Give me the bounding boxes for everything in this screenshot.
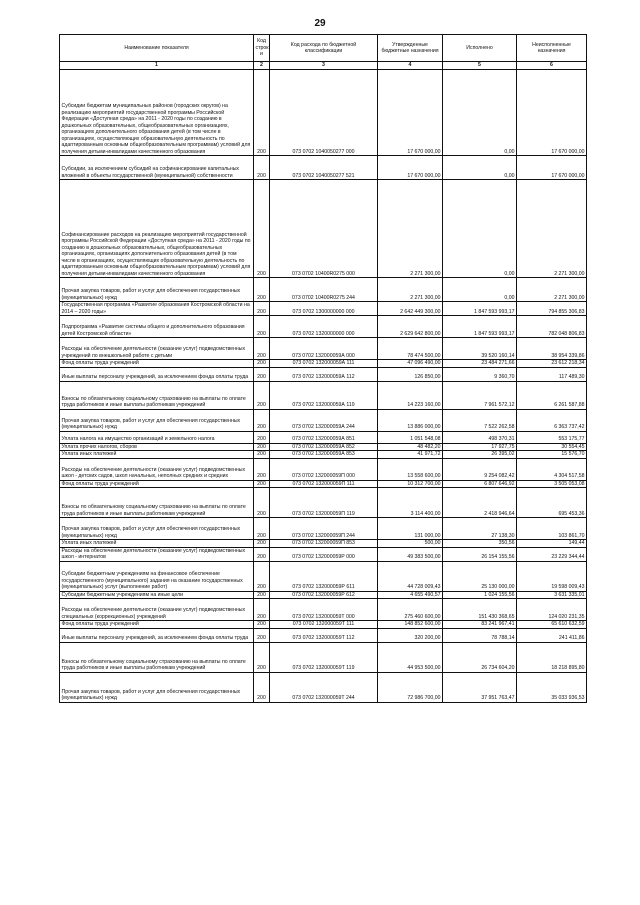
row-unexecuted: 3 631 335,01 xyxy=(517,591,587,599)
row-executed: 9 254 082,42 xyxy=(443,458,517,480)
table-row xyxy=(60,458,587,480)
row-name: Подпрограмма «Развитие системы общего и дополнительного образования детей Костромской области» xyxy=(60,316,254,338)
row-budget-code: 073 0702 132000059П 853 xyxy=(270,540,378,548)
row-approved: 13 886 000,00 xyxy=(378,409,443,431)
row-line-code: 200 xyxy=(254,591,270,599)
table-header-row xyxy=(60,35,587,62)
row-line-code: 200 xyxy=(254,443,270,451)
header-name: Наименование показателя xyxy=(60,35,254,62)
row-line-code: 200 xyxy=(254,431,270,443)
row-approved: 500,00 xyxy=(378,540,443,548)
row-executed: 2 418 946,64 xyxy=(443,488,517,518)
row-executed: 83 241 967,41 xyxy=(443,621,517,629)
page-number: 29 xyxy=(314,18,326,29)
row-approved: 131 000,00 xyxy=(378,518,443,540)
row-approved: 72 986 700,00 xyxy=(378,672,443,702)
row-unexecuted: 23 612 218,34 xyxy=(517,360,587,368)
row-executed: 26 154 155,56 xyxy=(443,547,517,561)
row-unexecuted: 6 363 737,42 xyxy=(517,409,587,431)
row-name: Субсидии бюджетам муниципальных районов (городских округов) на реализацию мероприятий государственной программы Российской Федерации «Доступная среда» на 2011 - 2020 годы по созданию в дошкольных образовательных, общеобразовательных организациях, организациях дополнительного образования детей (в том числе в организациях, осуществляющих образовательную деятельность по адаптированным основным общеобразовательным программам) условий для получения детьми-инвалидами качественного образования xyxy=(60,70,254,156)
row-budget-code: 073 0702 132000059А 112 xyxy=(270,367,378,381)
row-unexecuted: 782 048 806,83 xyxy=(517,316,587,338)
row-name: Субсидии бюджетным учреждениям на иные цели xyxy=(60,591,254,599)
row-executed: 0,00 xyxy=(443,156,517,180)
row-unexecuted: 23 229 344,44 xyxy=(517,547,587,561)
row-name: Расходы на обеспечение деятельности (оказание услуг) подведомственных школ - интернатов xyxy=(60,547,254,561)
row-name: Иные выплаты персоналу учреждений, за исключением фонда оплаты труда xyxy=(60,367,254,381)
table-row xyxy=(60,156,587,180)
row-line-code: 200 xyxy=(254,278,270,302)
row-line-code: 200 xyxy=(254,381,270,409)
table-row xyxy=(60,451,587,459)
row-budget-code: 073 0702 132000059А 111 xyxy=(270,360,378,368)
table-row xyxy=(60,381,587,409)
row-line-code: 200 xyxy=(254,316,270,338)
row-unexecuted: 35 033 936,53 xyxy=(517,672,587,702)
table-row xyxy=(60,621,587,629)
row-line-code: 200 xyxy=(254,156,270,180)
row-unexecuted: 2 271 300,00 xyxy=(517,278,587,302)
row-line-code: 200 xyxy=(254,480,270,488)
row-executed: 1 847 593 993,17 xyxy=(443,316,517,338)
row-name: Взносы по обязательному социальному страхованию на выплаты по оплате труда работников и иные выплаты работникам учреждений xyxy=(60,488,254,518)
table-row xyxy=(60,360,587,368)
row-budget-code: 073 0702 132000059П 119 xyxy=(270,488,378,518)
header-unexecuted: Неисполненные назначения xyxy=(517,35,587,62)
row-approved: 41 971,72 xyxy=(378,451,443,459)
row-unexecuted: 4 304 517,58 xyxy=(517,458,587,480)
row-line-code: 200 xyxy=(254,642,270,672)
column-number-row xyxy=(60,62,587,70)
row-line-code: 200 xyxy=(254,338,270,360)
row-line-code: 200 xyxy=(254,628,270,642)
row-budget-code: 073 0702 132000059А 000 xyxy=(270,338,378,360)
row-budget-code: 073 0702 132000059П 111 xyxy=(270,480,378,488)
row-line-code: 200 xyxy=(254,409,270,431)
column-number: 5 xyxy=(443,62,517,70)
row-budget-code: 073 0702 10400R0275 244 xyxy=(270,278,378,302)
row-executed: 0,00 xyxy=(443,180,517,278)
row-approved: 148 852 600,00 xyxy=(378,621,443,629)
row-line-code: 200 xyxy=(254,547,270,561)
row-budget-code: 073 0702 132000059А 852 xyxy=(270,443,378,451)
row-unexecuted: 553 175,77 xyxy=(517,431,587,443)
table-row xyxy=(60,180,587,278)
row-approved: 10 312 700,00 xyxy=(378,480,443,488)
table-row xyxy=(60,443,587,451)
row-approved: 2 271 300,00 xyxy=(378,278,443,302)
row-approved: 320 200,00 xyxy=(378,628,443,642)
row-name: Прочая закупка товаров, работ и услуг для обеспечения государственных (муниципальных) нужд xyxy=(60,518,254,540)
table-body xyxy=(60,70,587,703)
column-number: 1 xyxy=(60,62,254,70)
row-approved: 47 096 490,00 xyxy=(378,360,443,368)
table-row xyxy=(60,672,587,702)
row-line-code: 200 xyxy=(254,302,270,316)
table-row xyxy=(60,367,587,381)
row-name: Прочая закупка товаров, работ и услуг для обеспечения государственных (муниципальных) нужд xyxy=(60,278,254,302)
row-name: Уплата прочих налогов, сборов xyxy=(60,443,254,451)
row-executed: 1 024 155,56 xyxy=(443,591,517,599)
row-unexecuted: 15 576,70 xyxy=(517,451,587,459)
row-executed: 350,56 xyxy=(443,540,517,548)
row-executed: 39 520 160,14 xyxy=(443,338,517,360)
row-budget-code: 073 0702 132000059Р 612 xyxy=(270,591,378,599)
row-unexecuted: 149,44 xyxy=(517,540,587,548)
row-budget-code: 073 0702 132000059Р 611 xyxy=(270,561,378,591)
row-name: Фонд оплаты труда учреждений xyxy=(60,480,254,488)
column-number: 4 xyxy=(378,62,443,70)
row-name: Расходы на обеспечение деятельности (оказание услуг) подведомственных учреждений по внешкольной работе с детьми xyxy=(60,338,254,360)
row-approved: 14 223 160,00 xyxy=(378,381,443,409)
row-unexecuted: 2 271 300,00 xyxy=(517,180,587,278)
table-row xyxy=(60,599,587,621)
table-row xyxy=(60,547,587,561)
row-name: Уплата налога на имущество организаций и земельного налога xyxy=(60,431,254,443)
row-unexecuted: 18 218 895,80 xyxy=(517,642,587,672)
table-row xyxy=(60,518,587,540)
row-name: Взносы по обязательному социальному страхованию на выплаты по оплате труда работников и иные выплаты работникам учреждений xyxy=(60,381,254,409)
table-row xyxy=(60,561,587,591)
row-line-code: 200 xyxy=(254,599,270,621)
header-executed: Исполнено xyxy=(443,35,517,62)
row-executed: 27 138,30 xyxy=(443,518,517,540)
row-unexecuted: 3 505 053,08 xyxy=(517,480,587,488)
budget-table xyxy=(59,34,587,703)
row-executed: 6 807 646,92 xyxy=(443,480,517,488)
row-line-code: 200 xyxy=(254,518,270,540)
row-name: Софинансирование расходов на реализацию мероприятий государственной программы Российской Федерации «Доступная среда» на 2011 - 2020 годы по созданию в дошкольных образовательных, общеобразовательных организациях, организациях дополнительного образования детей (в том числе в организациях, осуществляющих образовательную деятельность по адаптированным основным общеобразовательным программам) условий для получения детьми-инвалидами качественного образования xyxy=(60,180,254,278)
row-approved: 1 051 548,08 xyxy=(378,431,443,443)
row-budget-code: 073 0702 1300000000 000 xyxy=(270,302,378,316)
row-unexecuted: 124 020 231,35 xyxy=(517,599,587,621)
header-line-code: Код строк и xyxy=(254,35,270,62)
row-budget-code: 073 0702 132000059Т 000 xyxy=(270,599,378,621)
table-row xyxy=(60,480,587,488)
row-approved: 275 460 600,00 xyxy=(378,599,443,621)
row-name: Прочая закупка товаров, работ и услуг для обеспечения государственных (муниципальных) нужд xyxy=(60,409,254,431)
row-name: Фонд оплаты труда учреждений xyxy=(60,621,254,629)
column-number: 2 xyxy=(254,62,270,70)
row-approved: 48 482,20 xyxy=(378,443,443,451)
row-name: Расходы на обеспечение деятельности (оказание услуг) подведомственных специальных (коррекционных) учреждений xyxy=(60,599,254,621)
row-budget-code: 073 0702 10400R0275 000 xyxy=(270,180,378,278)
row-executed: 23 484 271,66 xyxy=(443,360,517,368)
row-executed: 26 734 604,20 xyxy=(443,642,517,672)
table-row xyxy=(60,70,587,156)
row-name: Уплата иных платежей xyxy=(60,451,254,459)
row-name: Уплата иных платежей xyxy=(60,540,254,548)
row-line-code: 200 xyxy=(254,458,270,480)
row-approved: 3 114 400,00 xyxy=(378,488,443,518)
row-budget-code: 073 0702 132000059Т 244 xyxy=(270,672,378,702)
row-unexecuted: 103 861,70 xyxy=(517,518,587,540)
header-budget-code: Код расхода по бюджетной классификации xyxy=(270,35,378,62)
table-row xyxy=(60,591,587,599)
row-budget-code: 073 0702 132000059А 851 xyxy=(270,431,378,443)
row-approved: 78 474 500,00 xyxy=(378,338,443,360)
row-approved: 2 271 300,00 xyxy=(378,180,443,278)
table-row xyxy=(60,278,587,302)
column-number: 3 xyxy=(270,62,378,70)
row-unexecuted: 794 855 306,83 xyxy=(517,302,587,316)
table-row xyxy=(60,642,587,672)
row-budget-code: 073 0702 132000059А 119 xyxy=(270,381,378,409)
row-executed: 7 522 262,58 xyxy=(443,409,517,431)
row-unexecuted: 38 954 339,86 xyxy=(517,338,587,360)
column-number: 6 xyxy=(517,62,587,70)
table-row xyxy=(60,338,587,360)
row-name: Иные выплаты персоналу учреждений, за исключением фонда оплаты труда xyxy=(60,628,254,642)
row-unexecuted: 65 610 632,59 xyxy=(517,621,587,629)
row-budget-code: 073 0702 132000059П 000 xyxy=(270,458,378,480)
row-unexecuted: 6 261 587,88 xyxy=(517,381,587,409)
table-row xyxy=(60,302,587,316)
row-line-code: 200 xyxy=(254,180,270,278)
table-row xyxy=(60,316,587,338)
row-budget-code: 073 0702 1040050277 521 xyxy=(270,156,378,180)
row-approved: 17 670 000,00 xyxy=(378,156,443,180)
row-approved: 2 629 642 800,00 xyxy=(378,316,443,338)
row-executed: 37 951 763,47 xyxy=(443,672,517,702)
row-budget-code: 073 0702 1320000000 000 xyxy=(270,316,378,338)
row-budget-code: 073 0702 1040050277 000 xyxy=(270,70,378,156)
row-budget-code: 073 0702 132000059Р 000 xyxy=(270,547,378,561)
row-approved: 126 850,00 xyxy=(378,367,443,381)
row-executed: 0,00 xyxy=(443,70,517,156)
row-line-code: 200 xyxy=(254,672,270,702)
row-line-code: 200 xyxy=(254,540,270,548)
row-name: Государственная программа «Развитие образования Костромской области на 2014 – 2020 годы» xyxy=(60,302,254,316)
row-unexecuted: 117 489,30 xyxy=(517,367,587,381)
row-budget-code: 073 0702 132000059А 853 xyxy=(270,451,378,459)
row-budget-code: 073 0702 132000059Т 111 xyxy=(270,621,378,629)
row-approved: 44 953 500,00 xyxy=(378,642,443,672)
table-row xyxy=(60,409,587,431)
header-approved: Утвержденные бюджетные назначения xyxy=(378,35,443,62)
row-approved: 4 655 490,57 xyxy=(378,591,443,599)
row-line-code: 200 xyxy=(254,621,270,629)
row-budget-code: 073 0702 132000059А 244 xyxy=(270,409,378,431)
row-unexecuted: 17 670 000,00 xyxy=(517,70,587,156)
row-budget-code: 073 0702 132000059Т 112 xyxy=(270,628,378,642)
row-unexecuted: 17 670 000,00 xyxy=(517,156,587,180)
row-executed: 7 961 572,12 xyxy=(443,381,517,409)
row-name: Расходы на обеспечение деятельности (оказание услуг) подведомственных школ - детских садов, школ начальных, неполных средних и средних xyxy=(60,458,254,480)
table-row xyxy=(60,431,587,443)
row-executed: 78 788,14 xyxy=(443,628,517,642)
row-name: Прочая закупка товаров, работ и услуг для обеспечения государственных (муниципальных) нужд xyxy=(60,672,254,702)
row-approved: 44 728 009,43 xyxy=(378,561,443,591)
row-line-code: 200 xyxy=(254,451,270,459)
row-budget-code: 073 0702 132000059П 244 xyxy=(270,518,378,540)
row-approved: 17 670 000,00 xyxy=(378,70,443,156)
row-executed: 9 360,70 xyxy=(443,367,517,381)
row-executed: 0,00 xyxy=(443,278,517,302)
table-row xyxy=(60,540,587,548)
row-line-code: 200 xyxy=(254,367,270,381)
row-approved: 13 558 600,00 xyxy=(378,458,443,480)
table-row xyxy=(60,628,587,642)
row-executed: 151 430 368,65 xyxy=(443,599,517,621)
row-name: Субсидии бюджетным учреждениям на финансовое обеспечение государственного (муниципального) задания на оказание государственных (муниципальных) услуг (выполнение работ) xyxy=(60,561,254,591)
row-line-code: 200 xyxy=(254,360,270,368)
row-executed: 25 130 000,00 xyxy=(443,561,517,591)
row-line-code: 200 xyxy=(254,561,270,591)
row-budget-code: 073 0702 132000059Т 119 xyxy=(270,642,378,672)
row-name: Фонд оплаты труда учреждений xyxy=(60,360,254,368)
row-approved: 2 642 449 300,00 xyxy=(378,302,443,316)
row-name: Взносы по обязательному социальному страхованию на выплаты по оплате труда работников и иные выплаты работникам учреждений xyxy=(60,642,254,672)
row-executed: 1 847 593 993,17 xyxy=(443,302,517,316)
row-line-code: 200 xyxy=(254,488,270,518)
row-unexecuted: 30 554,45 xyxy=(517,443,587,451)
row-unexecuted: 241 411,86 xyxy=(517,628,587,642)
row-line-code: 200 xyxy=(254,70,270,156)
table-row xyxy=(60,488,587,518)
row-executed: 26 395,02 xyxy=(443,451,517,459)
row-unexecuted: 695 453,36 xyxy=(517,488,587,518)
row-executed: 17 927,75 xyxy=(443,443,517,451)
row-name: Субсидии, за исключением субсидий на софинансирование капитальных вложений в объекты государственной (муниципальной) собственности xyxy=(60,156,254,180)
row-approved: 49 383 500,00 xyxy=(378,547,443,561)
row-executed: 498 370,31 xyxy=(443,431,517,443)
row-unexecuted: 19 598 009,43 xyxy=(517,561,587,591)
